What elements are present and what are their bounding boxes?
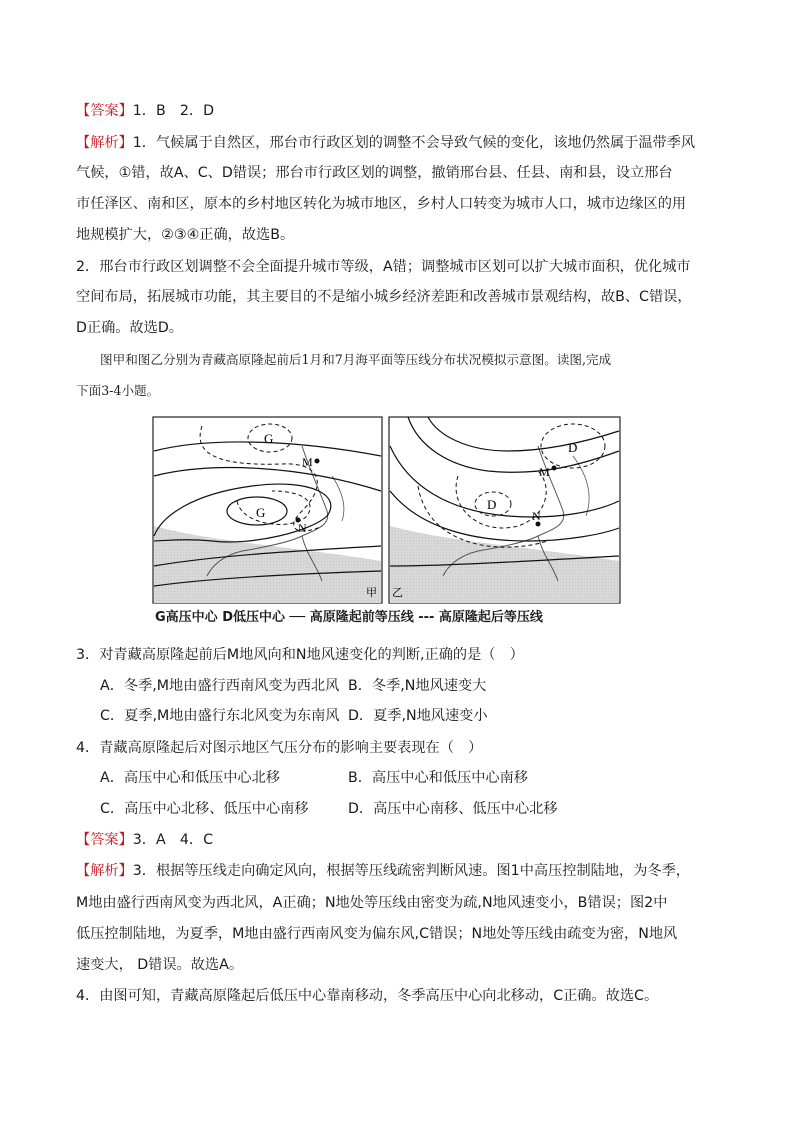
analysis-line: 低压控制陆地，为夏季，M地由盛行西南风变为偏东风,C错误；N地处等压线由疏变为密，N地风 [76, 926, 678, 942]
point-n-label: N [298, 521, 307, 535]
point-n-label: N [532, 509, 541, 523]
panel-yi-label: 乙 [392, 586, 403, 599]
answer-text: 1．B 2．D [132, 103, 215, 119]
q4-option-a: A．高压中心和低压中心北移 [100, 770, 280, 786]
question-3-stem: 3．对青藏高原隆起前后M地风向和N地风速变化的判断,正确的是（ ） [76, 647, 524, 663]
analysis-text: 3．根据等压线走向确定风向，根据等压线疏密判断风速。图1中高压控制陆地，为冬季， [132, 863, 690, 879]
analysis-tag: 【解析】 [76, 863, 133, 879]
answer-text: 3．A 4．C [132, 832, 213, 848]
analysis-line [76, 861, 716, 881]
figure-legend: G高压中心 D低压中心 ── 高原隆起前等压线 --- 高原隆起后等压线 [155, 610, 543, 625]
point-m-label: M [539, 465, 550, 479]
map-panel-jia [153, 417, 382, 603]
answer-line-1 [76, 101, 716, 121]
analysis-line: 气候，①错，故A、C、D错误；邢台市行政区划的调整，撤销邢台县、任县、南和县，设立邢台 [76, 165, 673, 181]
intro-line-2: 下面3-4小题。 [76, 383, 160, 398]
isobar-map-figure [152, 416, 622, 628]
high-center-label: G [264, 431, 274, 446]
low-center-label: D [568, 440, 578, 455]
analysis-line: 2．邢台市行政区划调整不会全面提升城市等级，A错；调整城市区划可以扩大城市面积，优化城市 [76, 259, 691, 275]
q4-option-c: C．高压中心北移、低压中心南移 [100, 801, 309, 817]
analysis-line: 空间布局，拓展城市功能，其主要目的不是缩小城乡经济差距和改善城市景观结构，故B、C错误， [76, 289, 692, 305]
analysis-line: 市任泽区、南和区，原本的乡村地区转化为城市地区，乡村人口转变为城市人口，城市边缘区的用 [76, 196, 687, 212]
q4-option-b: B．高压中心和低压中心南移 [348, 770, 528, 786]
analysis-tag: 【解析】 [76, 135, 133, 151]
answer-tag: 【答案】 [76, 832, 133, 848]
point-m-label: M [302, 455, 313, 469]
intro-line-1: 图甲和图乙分别为青藏高原隆起前后1月和7月海平面等压线分布状况模拟示意图。读图,完成 [100, 352, 612, 367]
low-center-label: D [487, 497, 497, 512]
q3-option-b: B．冬季,N地风速变大 [348, 678, 487, 694]
map-panel-yi [389, 417, 620, 603]
answer-line-2 [76, 830, 716, 850]
analysis-line: 速变大， D错误。故选A。 [76, 957, 244, 973]
analysis-line: D正确。故选D。 [76, 320, 183, 336]
analysis-line: 4．由图可知，青藏高原隆起后低压中心靠南移动，冬季高压中心向北移动，C正确。故选C。 [76, 988, 659, 1004]
q3-option-c: C．夏季,M地由盛行东北风变为东南风 [100, 708, 340, 724]
isobar-maps [152, 416, 622, 606]
analysis-line [76, 133, 716, 153]
q3-option-d: D．夏季,N地风速变小 [348, 708, 488, 724]
q3-option-a: A．冬季,M地由盛行西南风变为西北风 [100, 678, 340, 694]
analysis-line: M地由盛行西南风变为西北风，A正确；N地处等压线由密变为疏,N地风速变小，B错误；图2中 [76, 895, 668, 911]
panel-jia-label: 甲 [366, 586, 377, 599]
analysis-text: 1．气候属于自然区，邢台市行政区划的调整不会导致气候的变化，该地仍然属于温带季风 [132, 135, 696, 151]
question-4-stem: 4．青藏高原隆起后对图示地区气压分布的影响主要表现在（ ） [76, 740, 483, 756]
high-center-label: G [256, 505, 266, 520]
answer-tag: 【答案】 [76, 103, 133, 119]
q4-option-d: D．高压中心南移、低压中心北移 [348, 801, 558, 817]
analysis-line: 地规模扩大，②③④正确，故选B。 [76, 227, 295, 243]
